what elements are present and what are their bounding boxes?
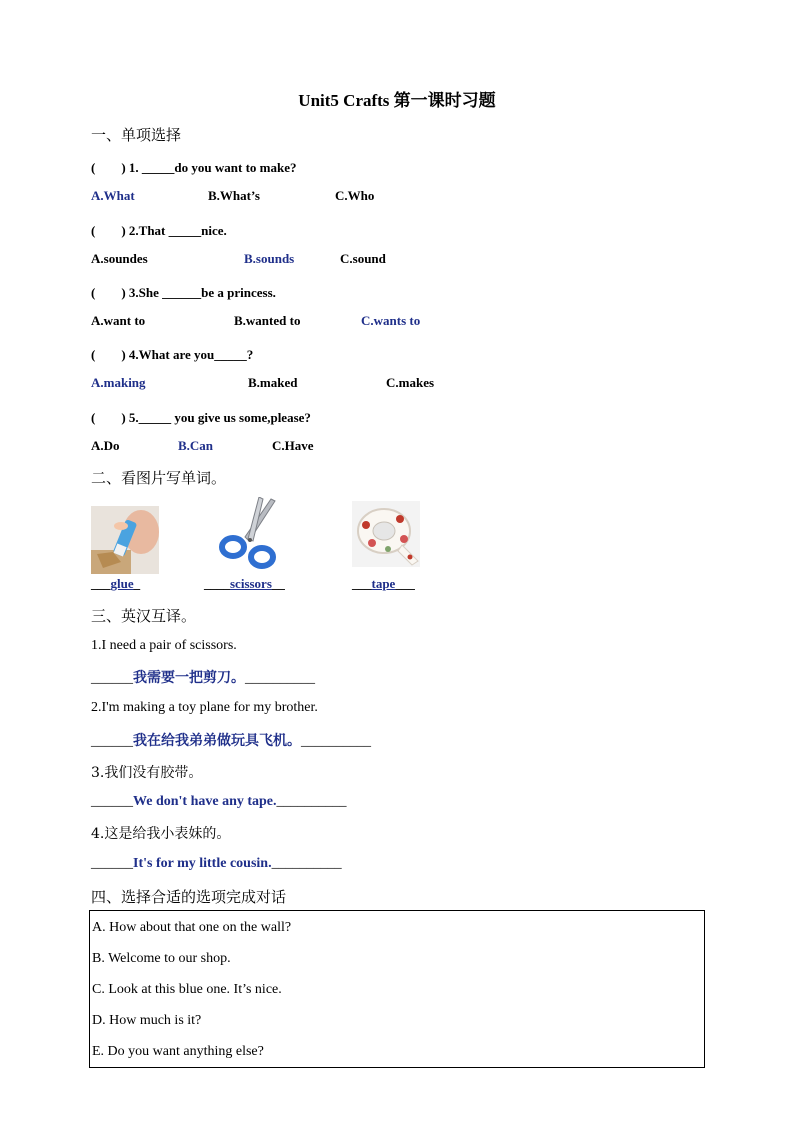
q3-option-a: A.want to: [91, 313, 146, 328]
picture-answer-2: [204, 576, 285, 592]
question-3-stem: ( ) 3.She ______be a princess.: [91, 285, 276, 300]
q2-option-c: C.sound: [340, 251, 386, 266]
question-2-stem: ( ) 2.That _____nice.: [91, 223, 227, 238]
q1-option-b: B.What’s: [208, 188, 260, 203]
translation-3-post: __________: [276, 794, 347, 809]
q5-option-a: A.Do: [91, 438, 120, 453]
picture-answer-3: [352, 576, 415, 592]
translation-1-question: 1.I need a pair of scissors.: [91, 638, 237, 653]
q5-option-c: C.Have: [272, 438, 314, 453]
question-5-stem: ( ) 5._____ you give us some,please?: [91, 410, 311, 425]
translation-2-post: __________: [301, 734, 371, 749]
q4-option-c: C.makes: [386, 375, 435, 390]
translation-3-pre: ______: [91, 794, 133, 809]
picture-answer-3-post: ___: [395, 576, 415, 591]
translation-3-question: 3.我们没有胶带。: [91, 765, 203, 781]
translation-2-pre: ______: [91, 734, 133, 749]
page-title: Unit5 Crafts 第一课时习题: [298, 91, 496, 110]
translation-1-answer-line: [91, 667, 315, 687]
translation-1-pre: ______: [91, 671, 133, 686]
picture-answer-3-pre: ___: [352, 576, 372, 591]
picture-answer-2-word: scissors: [230, 576, 272, 591]
picture-answer-1-post: _: [133, 576, 141, 591]
dialog-option-d: D. How much is it?: [92, 1013, 202, 1028]
translation-1-post: __________: [245, 671, 315, 686]
translation-2-answer-line: [91, 730, 371, 750]
q3-option-b: B.wanted to: [234, 313, 301, 328]
q4-option-a: A.making: [91, 375, 146, 390]
dialog-option-c: C. Look at this blue one. It’s nice.: [92, 982, 282, 997]
q3-option-c: C.wants to: [361, 313, 421, 328]
picture-answer-2-post: __: [271, 576, 285, 591]
q1-option-c: C.Who: [335, 188, 375, 203]
translation-3-answer-line: [91, 794, 347, 810]
translation-4-answer-line: [91, 856, 342, 872]
section3-heading: 三、英汉互译。: [91, 607, 197, 625]
picture-answer-1-pre: ___: [91, 576, 111, 591]
q2-option-b: B.sounds: [244, 251, 295, 266]
tape-roll-image: [352, 501, 420, 567]
question-4-stem: ( ) 4.What are you_____?: [91, 347, 254, 362]
section1-heading: 一、单项选择: [91, 126, 182, 144]
dialog-option-a: A. How about that one on the wall?: [92, 920, 292, 935]
q1-option-a: A.What: [91, 188, 135, 203]
translation-3-answer: We don't have any tape.: [133, 794, 277, 809]
dialog-option-e: E. Do you want anything else?: [92, 1044, 264, 1059]
section2-heading: 二、看图片写单词。: [91, 469, 227, 487]
picture-answer-3-word: tape: [371, 576, 396, 591]
translation-4-pre: ______: [91, 856, 133, 871]
q2-option-a: A.soundes: [91, 251, 148, 266]
q4-option-b: B.maked: [248, 375, 298, 390]
picture-answer-2-pre: ____: [204, 576, 230, 591]
glue-stick-image: [91, 506, 159, 574]
picture-answer-1: [91, 576, 140, 592]
picture-answer-1-word: glue: [110, 576, 134, 591]
question-1-stem: ( ) 1. _____do you want to make?: [91, 160, 297, 175]
scissors-image: [219, 497, 279, 570]
translation-2-question: 2.I'm making a toy plane for my brother.: [91, 700, 318, 715]
dialog-option-b: B. Welcome to our shop.: [92, 951, 231, 966]
q5-option-b: B.Can: [178, 438, 214, 453]
translation-1-answer: 我需要一把剪刀。: [133, 671, 245, 686]
section4-heading: 四、选择合适的选项完成对话: [91, 888, 287, 906]
translation-4-question: 4.这是给我小表妹的。: [91, 826, 231, 842]
translation-4-answer: It's for my little cousin.: [133, 856, 272, 871]
translation-4-post: __________: [271, 856, 342, 871]
translation-2-answer: 我在给我弟弟做玩具飞机。: [133, 734, 301, 749]
